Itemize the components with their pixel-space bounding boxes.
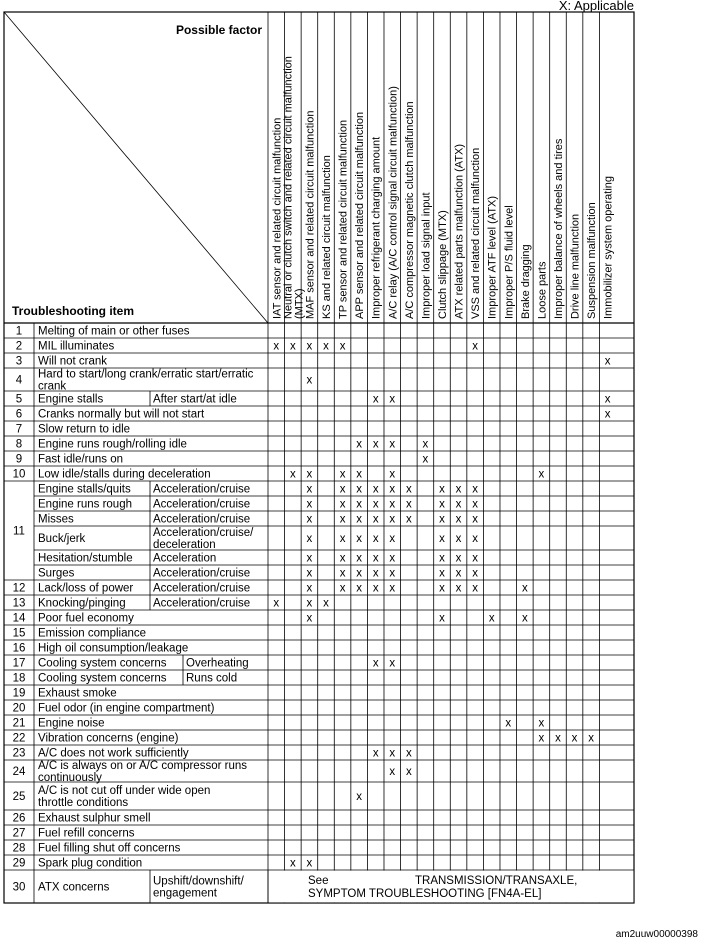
see-reference-title: TRANSMISSION/TRANSAXLE, xyxy=(415,875,578,887)
troubleshooting-item-text: Engine noise xyxy=(38,717,105,730)
footer-code: am2uuw00000398 xyxy=(615,929,698,940)
troubleshooting-item-text: Fuel odor (in engine compartment) xyxy=(38,702,215,715)
factor-header: Suspension malfunction xyxy=(586,202,599,319)
applicable-mark: x xyxy=(389,483,396,496)
applicable-mark: x xyxy=(604,408,611,421)
applicable-mark: x xyxy=(372,513,379,526)
factor-header: Loose parts xyxy=(536,261,549,319)
applicable-mark: x xyxy=(439,513,445,526)
factor-header: Drive line malfunction xyxy=(569,213,582,319)
row-number: 28 xyxy=(12,842,26,855)
applicable-mark: x xyxy=(389,747,396,760)
troubleshooting-item-text: Emission compliance xyxy=(38,627,147,640)
applicable-mark: x xyxy=(339,513,346,526)
applicable-mark: x xyxy=(323,340,329,353)
condition-text: Acceleration/cruise xyxy=(153,483,251,496)
applicable-mark: x xyxy=(389,533,396,545)
row-number: 7 xyxy=(15,423,23,436)
applicable-mark: x xyxy=(389,438,396,451)
legend-applicable: X: Applicable xyxy=(558,0,634,13)
troubleshooting-item-text: Cooling system concerns xyxy=(38,657,167,670)
applicable-mark: x xyxy=(306,374,313,387)
applicable-mark: x xyxy=(339,468,346,481)
applicable-mark: x xyxy=(439,612,445,625)
applicable-mark: x xyxy=(356,438,363,451)
applicable-mark: x xyxy=(604,355,611,368)
factor-header: A/C compressor magnetic clutch malfunction xyxy=(403,101,416,319)
applicable-mark: x xyxy=(521,612,528,625)
applicable-mark: x xyxy=(356,567,363,580)
row-number: 30 xyxy=(12,881,26,894)
factor-header: Brake dragging xyxy=(519,244,532,319)
troubleshooting-item-text: Poor fuel economy xyxy=(38,612,134,625)
row-number: 13 xyxy=(12,597,26,610)
applicable-mark: x xyxy=(455,582,462,595)
row-number: 2 xyxy=(15,340,23,353)
applicable-mark: x xyxy=(306,468,313,481)
applicable-mark: x xyxy=(289,468,296,481)
applicable-mark: x xyxy=(306,597,313,610)
applicable-mark: x xyxy=(455,533,462,545)
condition-text: Acceleration/cruise xyxy=(153,582,251,595)
troubleshooting-item-text: continuously xyxy=(38,772,102,784)
applicable-mark: x xyxy=(389,567,396,580)
applicable-mark: x xyxy=(439,552,445,565)
condition-text: Acceleration xyxy=(153,552,217,565)
applicable-mark: x xyxy=(472,483,478,496)
condition-text: deceleration xyxy=(153,539,216,551)
grid-line xyxy=(4,12,268,323)
condition-text: Acceleration/cruise xyxy=(153,597,251,610)
applicable-mark: x xyxy=(306,582,313,595)
condition-text: Upshift/downshift/ xyxy=(153,875,244,888)
row-number: 16 xyxy=(12,642,26,655)
applicable-mark: x xyxy=(472,567,478,580)
row-number: 15 xyxy=(12,627,26,640)
applicable-mark: x xyxy=(372,498,379,511)
applicable-mark: x xyxy=(339,552,346,565)
applicable-mark: x xyxy=(372,582,379,595)
applicable-mark: x xyxy=(455,483,462,496)
applicable-mark: x xyxy=(339,582,346,595)
row-number: 23 xyxy=(12,747,26,760)
factor-header: Clutch slippage (MTX) xyxy=(436,210,449,319)
factor-header: Improper refrigerant charging amount xyxy=(370,136,383,319)
row-number: 6 xyxy=(15,408,23,421)
applicable-mark: x xyxy=(538,717,545,730)
applicable-mark: x xyxy=(405,747,412,760)
row-number: 10 xyxy=(12,468,26,481)
applicable-mark: x xyxy=(439,567,445,580)
applicable-mark: x xyxy=(372,483,379,496)
factor-header: Immobilizer system operating xyxy=(602,175,615,319)
applicable-mark: x xyxy=(356,483,363,496)
applicable-mark: x xyxy=(422,453,429,466)
row-number: 5 xyxy=(15,393,23,406)
troubleshooting-item-text: Hesitation/stumble xyxy=(38,552,133,565)
applicable-mark: x xyxy=(439,533,445,545)
applicable-mark: x xyxy=(455,567,462,580)
troubleshooting-item-text: Engine stalls/quits xyxy=(38,483,131,496)
factor-header: KS and related circuit malfunction xyxy=(320,155,333,319)
condition-text: engagement xyxy=(153,887,217,900)
troubleshooting-item-text: Lack/loss of power xyxy=(38,582,134,595)
applicable-mark: x xyxy=(472,513,478,526)
troubleshooting-item-text: A/C is always on or A/C compressor runs xyxy=(38,760,247,772)
factor-header: Neutral or clutch switch and related circuit malfunction xyxy=(282,56,295,319)
troubleshooting-item-text: A/C is not cut off under wide open xyxy=(38,785,211,797)
row-number: 11 xyxy=(13,525,25,538)
applicable-mark: x xyxy=(472,582,478,595)
row-number: 3 xyxy=(15,355,23,368)
troubleshooting-item-text: Spark plug condition xyxy=(38,857,143,870)
troubleshooting-item-text: Knocking/pinging xyxy=(38,597,126,610)
condition-text: Acceleration/cruise/ xyxy=(153,527,254,539)
factor-header: APP sensor and related circuit malfunction xyxy=(354,111,367,319)
applicable-mark: x xyxy=(339,533,346,545)
row-number: 4 xyxy=(15,374,23,387)
troubleshooting-item-text: crank xyxy=(38,380,67,393)
applicable-mark: x xyxy=(588,732,594,745)
troubleshooting-item-text: Cooling system concerns xyxy=(38,672,167,685)
applicable-mark: x xyxy=(439,483,445,496)
troubleshooting-item-text: Slow return to idle xyxy=(38,423,131,436)
row-number: 22 xyxy=(12,732,26,745)
troubleshooting-item-text: Fuel refill concerns xyxy=(38,827,135,840)
row-number: 12 xyxy=(12,582,26,595)
row-number: 25 xyxy=(12,791,26,803)
applicable-mark: x xyxy=(488,612,495,625)
row-number: 27 xyxy=(12,827,26,840)
row-number: 24 xyxy=(12,766,26,778)
applicable-mark: x xyxy=(306,567,313,580)
troubleshooting-item-text: Hard to start/long crank/erratic start/erratic xyxy=(38,368,254,381)
row-number: 26 xyxy=(12,812,26,825)
condition-text: Acceleration/cruise xyxy=(153,498,251,511)
applicable-mark: x xyxy=(339,483,346,496)
applicable-mark: x xyxy=(389,498,396,511)
applicable-mark: x xyxy=(439,498,445,511)
see-reference-subtitle: SYMPTOM TROUBLESHOOTING [FN4A-EL] xyxy=(308,888,542,900)
factor-header: ATX related parts malfunction (ATX) xyxy=(453,143,466,319)
troubleshooting-item-text: Surges xyxy=(38,567,75,580)
factor-header: IAT sensor and related circuit malfunction xyxy=(271,117,284,319)
troubleshooting-item-text: A/C does not work sufficiently xyxy=(38,747,189,760)
factor-header: TP sensor and related circuit malfunction xyxy=(337,119,350,319)
troubleshooting-item-text: Engine runs rough/rolling idle xyxy=(38,438,187,451)
factor-header: Improper ATF level (ATX) xyxy=(486,195,499,319)
applicable-mark: x xyxy=(389,393,396,406)
applicable-mark: x xyxy=(538,468,545,481)
applicable-mark: x xyxy=(356,468,363,481)
applicable-mark: x xyxy=(306,483,313,496)
troubleshooting-item-text: Misses xyxy=(38,513,74,526)
row-number: 17 xyxy=(12,657,26,670)
applicable-mark: x xyxy=(372,438,379,451)
troubleshooting-item-text: Cranks normally but will not start xyxy=(38,408,205,421)
applicable-mark: x xyxy=(306,340,313,353)
troubleshooting-item-text: Fast idle/runs on xyxy=(38,453,124,466)
applicable-mark: x xyxy=(389,657,396,670)
troubleshooting-item-text: Engine runs rough xyxy=(38,498,132,511)
applicable-mark: x xyxy=(422,438,429,451)
applicable-mark: x xyxy=(472,340,478,353)
condition-text: After start/at idle xyxy=(153,393,237,406)
applicable-mark: x xyxy=(455,498,462,511)
troubleshooting-item-text: throttle conditions xyxy=(38,797,129,809)
condition-text: Acceleration/cruise xyxy=(153,513,251,526)
row-number: 21 xyxy=(12,717,26,730)
troubleshooting-item-text: Exhaust sulphur smell xyxy=(38,812,151,825)
applicable-mark: x xyxy=(356,533,363,545)
applicable-mark: x xyxy=(339,567,346,580)
applicable-mark: x xyxy=(389,468,396,481)
applicable-mark: x xyxy=(555,732,561,745)
applicable-mark: x xyxy=(372,567,379,580)
applicable-mark: x xyxy=(323,597,329,610)
row-number: 29 xyxy=(12,857,26,870)
applicable-mark: x xyxy=(356,582,363,595)
applicable-mark: x xyxy=(405,498,412,511)
applicable-mark: x xyxy=(538,732,545,745)
troubleshooting-item-text: MIL illuminates xyxy=(38,340,115,353)
condition-text: Runs cold xyxy=(186,672,238,685)
troubleshooting-item-text: High oil consumption/leakage xyxy=(38,642,189,655)
troubleshooting-item-label: Troubleshooting item xyxy=(12,304,134,318)
possible-factor-label: Possible factor xyxy=(175,23,262,37)
applicable-mark: x xyxy=(571,732,578,745)
applicable-mark: x xyxy=(439,582,445,595)
row-number: 19 xyxy=(12,687,26,700)
applicable-mark: x xyxy=(472,533,478,545)
condition-text: Overheating xyxy=(186,657,249,670)
troubleshooting-item-text: Melting of main or other fuses xyxy=(38,325,190,338)
troubleshooting-item-text: Fuel filling shut off concerns xyxy=(38,842,181,855)
row-number: 20 xyxy=(12,702,26,715)
applicable-mark: x xyxy=(405,766,412,778)
applicable-mark: x xyxy=(389,582,396,595)
applicable-mark: x xyxy=(604,393,611,406)
factor-header: A/C relay (A/C control signal circuit malfunction) xyxy=(387,86,400,319)
factor-header: Improper P/S fluid level xyxy=(503,205,516,319)
factor-header: Improper load signal input xyxy=(420,192,433,319)
applicable-mark: x xyxy=(356,498,363,511)
troubleshooting-item-text: ATX concerns xyxy=(38,881,110,894)
applicable-mark: x xyxy=(405,483,412,496)
factor-header: MAF sensor and related circuit malfunction xyxy=(304,110,317,319)
row-number: 14 xyxy=(12,612,26,625)
applicable-mark: x xyxy=(389,513,396,526)
applicable-mark: x xyxy=(455,513,462,526)
applicable-mark: x xyxy=(521,582,528,595)
applicable-mark: x xyxy=(339,340,346,353)
troubleshooting-item-text: Will not crank xyxy=(38,355,108,368)
applicable-mark: x xyxy=(389,766,396,778)
applicable-mark: x xyxy=(455,552,462,565)
see-label: See xyxy=(308,875,329,887)
applicable-mark: x xyxy=(372,552,379,565)
applicable-mark: x xyxy=(372,747,379,760)
condition-text: Acceleration/cruise xyxy=(153,567,251,580)
applicable-mark: x xyxy=(273,340,280,353)
factor-header: (MTX) xyxy=(293,288,306,319)
applicable-mark: x xyxy=(389,552,396,565)
applicable-mark: x xyxy=(306,498,313,511)
applicable-mark: x xyxy=(356,513,363,526)
troubleshooting-item-text: Engine stalls xyxy=(38,393,104,406)
troubleshooting-item-text: Buck/jerk xyxy=(38,533,86,545)
applicable-mark: x xyxy=(306,513,313,526)
applicable-mark: x xyxy=(472,552,478,565)
applicable-mark: x xyxy=(356,552,363,565)
factor-header: Improper balance of wheels and tires xyxy=(552,138,565,319)
troubleshooting-item-text: Exhaust smoke xyxy=(38,687,117,700)
row-number: 9 xyxy=(15,453,23,466)
applicable-mark: x xyxy=(472,498,478,511)
applicable-mark: x xyxy=(356,791,363,803)
applicable-mark: x xyxy=(372,657,379,670)
applicable-mark: x xyxy=(306,857,313,870)
applicable-mark: x xyxy=(289,857,296,870)
applicable-mark: x xyxy=(339,498,346,511)
factor-header: VSS and related circuit malfunction xyxy=(470,147,483,319)
applicable-mark: x xyxy=(306,612,313,625)
applicable-mark: x xyxy=(306,533,313,545)
applicable-mark: x xyxy=(306,552,313,565)
applicable-mark: x xyxy=(372,393,379,406)
applicable-mark: x xyxy=(289,340,296,353)
troubleshooting-item-text: Low idle/stalls during deceleration xyxy=(38,468,211,481)
applicable-mark: x xyxy=(372,533,379,545)
row-number: 18 xyxy=(12,672,26,685)
row-number: 1 xyxy=(15,325,23,338)
applicable-mark: x xyxy=(273,597,280,610)
applicable-mark: x xyxy=(505,717,512,730)
troubleshooting-item-text: Vibration concerns (engine) xyxy=(38,732,179,745)
row-number: 8 xyxy=(15,438,23,451)
applicable-mark: x xyxy=(405,513,412,526)
